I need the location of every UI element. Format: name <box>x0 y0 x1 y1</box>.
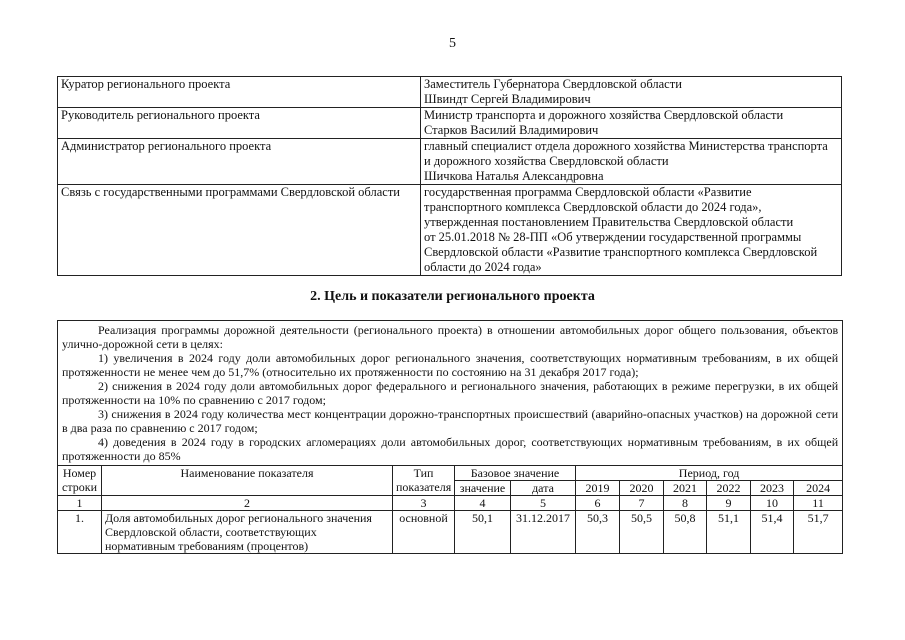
header-year: 2022 <box>707 481 751 496</box>
header-indicator-type: Тип показателя <box>393 466 455 496</box>
info-value-line: утвержденная постановлением Правительства Свердловской области <box>424 215 794 229</box>
header-year: 2021 <box>664 481 707 496</box>
header-year: 2023 <box>751 481 794 496</box>
info-value <box>421 77 842 108</box>
goal-paragraph: 4) доведения в 2024 году в городских агломерациях доли автомобильных дорог, соответствующих нормативным требованиям, в их общей протяженности до 85% <box>62 435 839 463</box>
header-base-value-value: значение <box>455 481 511 496</box>
row-number: 1. <box>58 511 102 554</box>
info-label: Руководитель регионального проекта <box>58 108 421 139</box>
column-number: 6 <box>576 496 620 511</box>
header-base-value: Базовое значение <box>455 466 576 481</box>
info-row <box>58 77 842 108</box>
column-number: 1 <box>58 496 102 511</box>
project-info-table <box>57 76 842 276</box>
header-base-value-date: дата <box>511 481 576 496</box>
column-number: 8 <box>664 496 707 511</box>
info-value-line: и дорожного хозяйства Свердловской области <box>424 154 669 168</box>
base-value: 50,1 <box>455 511 511 554</box>
column-number: 5 <box>511 496 576 511</box>
info-value-line: Старков Василий Владимирович <box>424 123 599 137</box>
column-number: 3 <box>393 496 455 511</box>
header-row-number: Номер строки <box>58 466 102 496</box>
indicator-row <box>58 511 843 554</box>
info-value-line: Заместитель Губернатора Свердловской области <box>424 77 682 91</box>
goal-paragraph: 2) снижения в 2024 году доли автомобильных дорог федерального и регионального значения, работающих в режиме перегрузки, в их общей протяженности на 10% по сравнению с 2017 годом; <box>62 379 839 407</box>
info-value <box>421 108 842 139</box>
column-number: 2 <box>102 496 393 511</box>
info-value-line: Шичкова Наталья Александровна <box>424 169 604 183</box>
year-value: 51,1 <box>707 511 751 554</box>
header-period: Период, год <box>576 466 843 481</box>
column-number: 4 <box>455 496 511 511</box>
year-value: 51,4 <box>751 511 794 554</box>
year-value: 50,8 <box>664 511 707 554</box>
info-value-line: Свердловской области «Развитие транспортного комплекса Свердловской <box>424 245 818 259</box>
info-row <box>58 139 842 185</box>
column-number: 11 <box>794 496 843 511</box>
header-year: 2019 <box>576 481 620 496</box>
info-value <box>421 185 842 276</box>
info-value-line: транспортного комплекса Свердловской области до 2024 года», <box>424 200 762 214</box>
indicator-type: основной <box>393 511 455 554</box>
info-label: Администратор регионального проекта <box>58 139 421 185</box>
base-date: 31.12.2017 <box>511 511 576 554</box>
info-value-line: Швиндт Сергей Владимирович <box>424 92 591 106</box>
info-row <box>58 108 842 139</box>
year-value: 51,7 <box>794 511 843 554</box>
goal-paragraph: 3) снижения в 2024 году количества мест концентрации дорожно-транспортных происшествий (аварийно-опасных участков) на дорожной сети в два раза по сравнению с 2017 годом; <box>62 407 839 435</box>
indicator-name: Доля автомобильных дорог регионального значения Свердловской области, соответствующих нормативным требованиям (процентов) <box>102 511 393 554</box>
goal-paragraph: Реализация программы дорожной деятельности (регионального проекта) в отношении автомобильных дорог общего пользования, объектов улично-дорожной сети в целях: <box>62 323 839 351</box>
header-indicator-name: Наименование показателя <box>102 466 393 496</box>
column-number: 9 <box>707 496 751 511</box>
indicators-table <box>57 320 843 554</box>
year-value: 50,3 <box>576 511 620 554</box>
info-row <box>58 185 842 276</box>
column-number: 7 <box>620 496 664 511</box>
column-numbers-row <box>58 496 843 511</box>
header-year: 2024 <box>794 481 843 496</box>
info-value-line: главный специалист отдела дорожного хозяйства Министерства транспорта <box>424 139 828 153</box>
info-value-line: Министр транспорта и дорожного хозяйства Свердловской области <box>424 108 784 122</box>
info-value <box>421 139 842 185</box>
page-number: 5 <box>449 36 456 51</box>
column-number: 10 <box>751 496 794 511</box>
header-year: 2020 <box>620 481 664 496</box>
info-value-line: от 25.01.2018 № 28-ПП «Об утверждении государственной программы <box>424 230 802 244</box>
project-goals <box>58 321 843 466</box>
info-value-line: государственная программа Свердловской области «Развитие <box>424 185 752 199</box>
year-value: 50,5 <box>620 511 664 554</box>
section-title: 2. Цель и показатели регионального проекта <box>310 289 595 304</box>
info-value-line: области до 2024 года» <box>424 260 542 274</box>
info-label: Связь с государственными программами Свердловской области <box>58 185 421 276</box>
goal-paragraph: 1) увеличения в 2024 году доли автомобильных дорог регионального значения, соответствующих нормативным требованиям, в их общей протяженности не менее чем до 51,7% (относительно их протяженности по состоянию на 31 декабря 2017 года); <box>62 351 839 379</box>
info-label: Куратор регионального проекта <box>58 77 421 108</box>
